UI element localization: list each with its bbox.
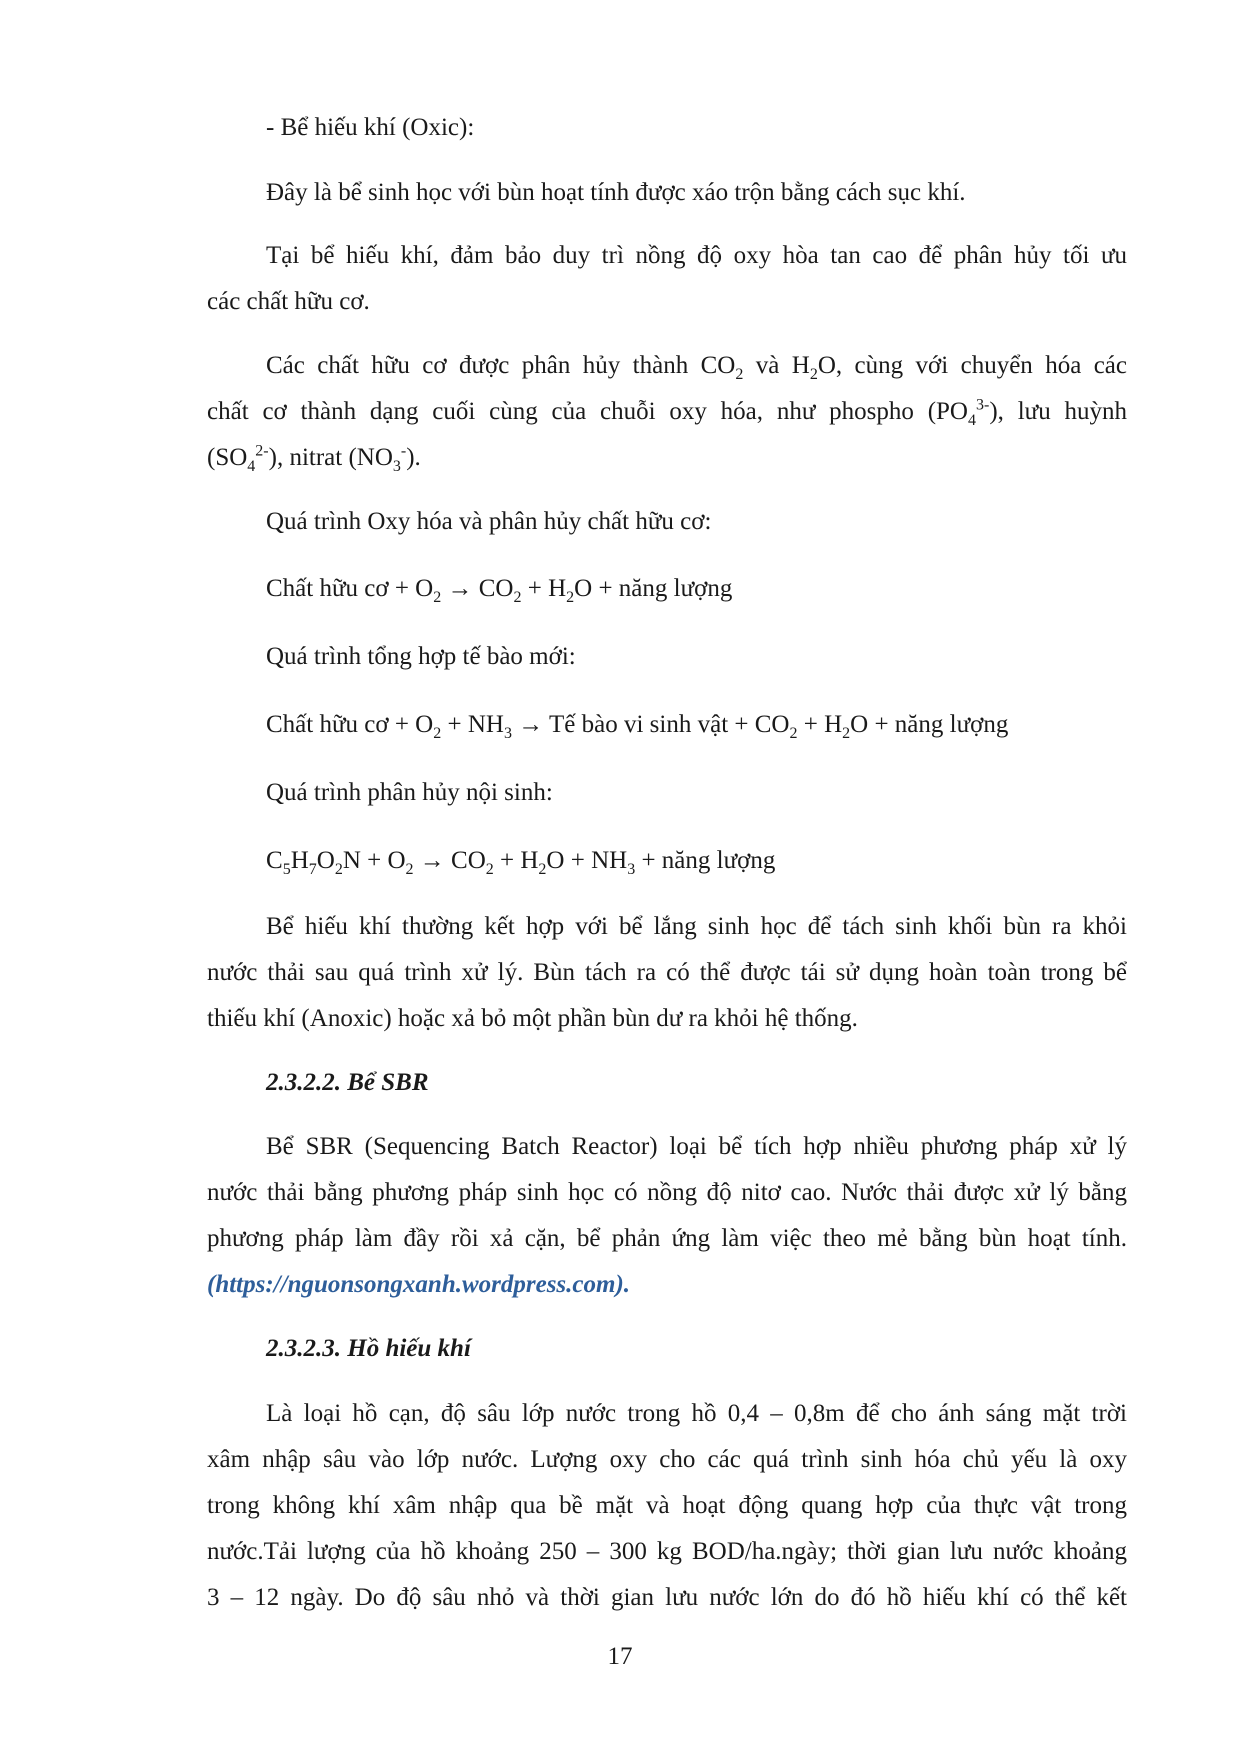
equation-1: Chất hữu cơ + $O_2 \to CO_2 + H_2O$ + năng lượng — [266, 575, 733, 606]
equation-2: Chất hữu cơ + $O_2 + NH_3$ → Tế bào vi sinh vật + $CO_2 + H_2O$ + năng lượng — [266, 711, 1009, 742]
paragraph-6-line-2: xâm nhập sâu vào lớp nước. Lượng oxy cho các quá trình sinh hóa chủ yếu là oxy — [207, 1446, 1127, 1473]
paragraph-1: Đây là bể sinh học với bùn hoạt tính được xáo trộn bằng cách sục khí. — [266, 179, 966, 206]
page-number: 17 — [607, 1643, 633, 1670]
paragraph-5-line-1: Bể SBR (Sequencing Batch Reactor) loại bể tích hợp nhiều phương pháp xử lý — [266, 1133, 1127, 1160]
synthesis-title: Quá trình tổng hợp tế bào mới: — [266, 643, 576, 670]
paragraph-4-line-2: nước thải sau quá trình xử lý. Bùn tách ra có thể được tái sử dụng hoàn toàn trong bể — [207, 959, 1127, 986]
paragraph-4-line-3: thiếu khí (Anoxic) hoặc xả bỏ một phần bùn dư ra khỏi hệ thống. — [207, 1005, 858, 1032]
paragraph-6-line-5: 3 – 12 ngày. Do độ sâu nhỏ và thời gian lưu nước lớn do đó hồ hiếu khí có thể kết — [207, 1584, 1127, 1611]
section-heading-sbr: 2.3.2.2. Bể SBR — [266, 1069, 429, 1096]
paragraph-6-line-4: nước.Tải lượng của hồ khoảng 250 – 300 kg BOD/ha.ngày; thời gian lưu nước khoảng — [207, 1538, 1127, 1565]
paragraph-5-line-2: nước thải bằng phương pháp sinh học có nồng độ nitơ cao. Nước thải được xử lý bằng — [207, 1179, 1127, 1206]
paragraph-6-line-3: trong không khí xâm nhập qua bề mặt và hoạt động quang hợp của thực vật trong — [207, 1492, 1127, 1519]
paragraph-2-line-1: Tại bể hiếu khí, đảm bảo duy trì nồng độ oxy hòa tan cao để phân hủy tối ưu — [266, 242, 1127, 269]
source-link[interactable]: (https://nguonsongxanh.wordpress.com). — [207, 1271, 631, 1298]
paragraph-3-line-3: $(SO_4^{2-})$, nitrat $(NO_3^-)$. — [207, 442, 421, 475]
paragraph-2-line-2: các chất hữu cơ. — [207, 288, 370, 315]
paragraph-6-line-1: Là loại hồ cạn, độ sâu lớp nước trong hồ 0,4 – 0,8m để cho ánh sáng mặt trời — [266, 1400, 1127, 1427]
endogenous-title: Quá trình phân hủy nội sinh: — [266, 779, 553, 806]
paragraph-4-line-1: Bể hiếu khí thường kết hợp với bể lắng sinh học để tách sinh khối bùn ra khỏi — [266, 913, 1127, 940]
oxidation-title: Quá trình Oxy hóa và phân hủy chất hữu cơ: — [266, 508, 712, 535]
paragraph-3-line-2: chất cơ thành dạng cuối cùng của chuỗi oxy hóa, như phospho $(PO_4^{3-})$, lưu huỳnh — [207, 396, 1128, 429]
equation-3: $C_5H_7O_2N + O_2 \to CO_2 + H_2O + NH_3$ + năng lượng — [266, 847, 776, 878]
paragraph-3-line-1: Các chất hữu cơ được phân hủy thành $CO_2$ và $H_2O$, cùng với chuyển hóa các — [266, 352, 1127, 383]
oxic-heading: - Bể hiếu khí (Oxic): — [266, 114, 475, 141]
paragraph-5-line-3: phương pháp làm đầy rồi xả cặn, bể phản ứng làm việc theo mẻ bằng bùn hoạt tính. — [207, 1225, 1127, 1252]
section-heading-aerobic-pond: 2.3.2.3. Hồ hiếu khí — [266, 1335, 471, 1362]
